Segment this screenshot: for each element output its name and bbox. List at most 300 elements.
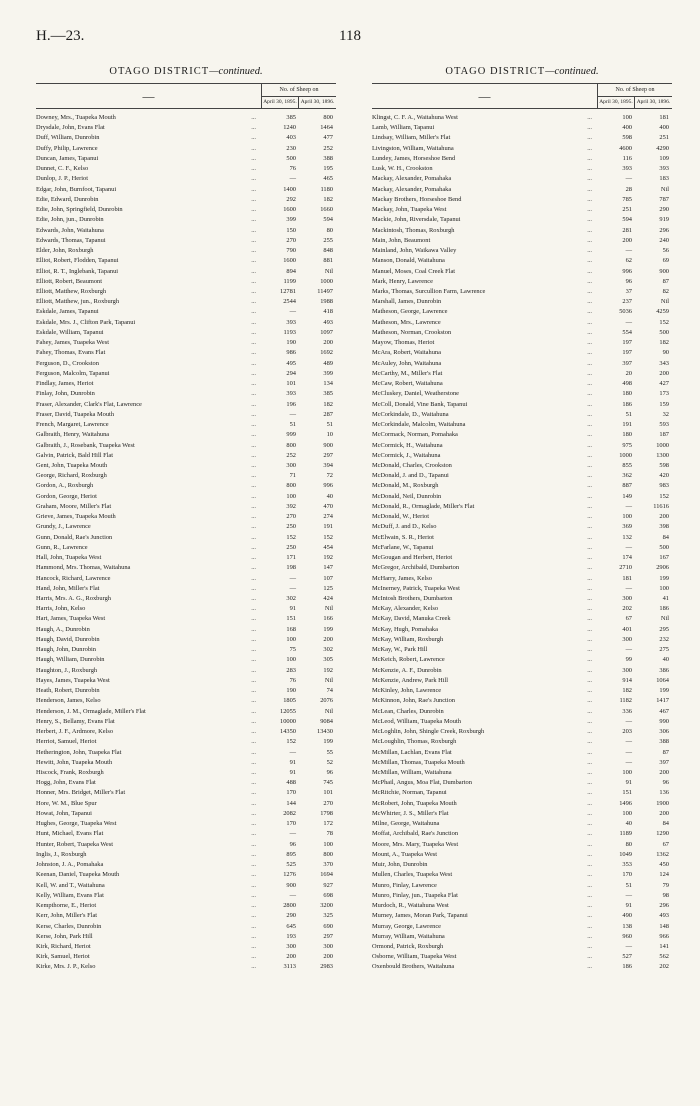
- table-row: [36, 174, 336, 184]
- table-row: [372, 430, 672, 440]
- owner-name: Mackintosh, Thomas, Roxburgh ...: [372, 226, 598, 236]
- table-row: [372, 338, 672, 348]
- owner-name: Duncan, James, Tapanui ...: [36, 154, 262, 164]
- table-row: [372, 246, 672, 256]
- owner-name: McKay, William, Roxburgh ...: [372, 635, 598, 645]
- owner-name: McCorkindale, D., Waitahuna ...: [372, 410, 598, 420]
- table-row: [372, 481, 672, 491]
- sheep-1896: 594: [323, 216, 333, 224]
- table-row: [372, 932, 672, 942]
- sheep-1895: 800: [286, 482, 296, 490]
- table-row: [36, 338, 336, 348]
- sheep-1895: 100: [286, 492, 296, 500]
- sheep-1895: 300: [286, 461, 296, 469]
- owner-name: Hughes, George, Tuapeka West ...: [36, 819, 262, 829]
- table-row: [372, 400, 672, 410]
- sheep-1895: 67: [625, 615, 632, 623]
- sheep-1895: 149: [622, 492, 632, 500]
- table-row: [36, 666, 336, 676]
- table-row: [372, 123, 672, 133]
- sheep-1896: 232: [659, 635, 669, 643]
- owner-name: McAra, Robert, Waitahuna ...: [372, 348, 598, 358]
- table-row: [372, 441, 672, 451]
- sheep-1896: 200: [323, 339, 333, 347]
- sheep-1895: 294: [286, 369, 296, 377]
- sheep-1895: 62: [625, 257, 632, 265]
- sheep-1895: 392: [286, 502, 296, 510]
- sheep-1896: 202: [659, 963, 669, 971]
- sheep-1896: 467: [659, 707, 669, 715]
- sheep-1895: 80: [625, 840, 632, 848]
- sheep-1895: —: [289, 830, 296, 838]
- right-district-name: OTAGO DISTRICT: [445, 66, 546, 77]
- owner-name: McKinnon, John, Rae's Junction ...: [372, 696, 598, 706]
- sheep-1895: 960: [622, 932, 632, 940]
- sheep-1896: 87: [662, 748, 669, 756]
- owner-name: Eskdale, Mrs. J., Clifton Park, Tapanui ...: [36, 318, 262, 328]
- owner-name: Manuel, Moses, Coal Creek Flat ...: [372, 267, 598, 277]
- owner-name: Edwards, Thomas, Tapanui ...: [36, 236, 262, 246]
- sheep-1895: 28: [625, 185, 632, 193]
- table-row: [36, 277, 336, 287]
- sheep-1895: 168: [286, 625, 296, 633]
- sheep-1895: 790: [286, 247, 296, 255]
- table-row: [372, 707, 672, 717]
- sheep-1895: 144: [286, 799, 296, 807]
- table-row: [36, 932, 336, 942]
- sheep-1896: 2076: [320, 697, 333, 705]
- sheep-1896: 698: [323, 891, 333, 899]
- owner-name: Murray, George, Lawrence ...: [372, 922, 598, 932]
- sheep-1895: 230: [286, 144, 296, 152]
- owner-name: McMillan, William, Waitahuna ...: [372, 768, 598, 778]
- sheep-1896: 78: [326, 830, 333, 838]
- sheep-1895: 999: [286, 431, 296, 439]
- sheep-1895: 353: [622, 861, 632, 869]
- sheep-1895: 894: [286, 267, 296, 275]
- sheep-1896: 4290: [656, 144, 669, 152]
- sheep-1896: 200: [659, 369, 669, 377]
- table-row: [372, 277, 672, 287]
- owner-name: Mainland, John, Waikawa Valley ...: [372, 246, 598, 256]
- sheep-1895: 190: [286, 687, 296, 695]
- sheep-1896: 74: [326, 687, 333, 695]
- sheep-1895: —: [289, 891, 296, 899]
- owner-name: Duffy, Philip, Lawrence ...: [36, 144, 262, 154]
- table-row: [36, 922, 336, 932]
- owner-name: Harris, Mrs. A. G., Roxburgh ...: [36, 594, 262, 604]
- table-row: [372, 287, 672, 297]
- table-row: [36, 676, 336, 686]
- sheep-1895: 914: [622, 676, 632, 684]
- table-row: [372, 635, 672, 645]
- table-row: [36, 911, 336, 921]
- owner-name: Henderson, J. M., Ormaglade, Miller's Flat ...: [36, 707, 262, 717]
- sheep-1896: 148: [659, 922, 669, 930]
- table-row: [36, 215, 336, 225]
- table-row: [372, 962, 672, 972]
- owner-name: McDonald, J. and D., Tapanui ...: [372, 471, 598, 481]
- table-row: [372, 195, 672, 205]
- table-row: [36, 584, 336, 594]
- sheep-1895: 3113: [283, 963, 296, 971]
- sheep-1896: 927: [323, 881, 333, 889]
- right-year2-header: April 30, 1896.: [636, 99, 671, 105]
- sheep-1895: 91: [289, 758, 296, 766]
- owner-name: Muir, John, Dunrobin ...: [372, 860, 598, 870]
- sheep-1896: 134: [323, 380, 333, 388]
- owner-name: McCaw, Robert, Waitahuna ...: [372, 379, 598, 389]
- sheep-1896: 388: [659, 738, 669, 746]
- owner-name: Mackie, John, Riversdale, Tapanui ...: [372, 215, 598, 225]
- table-row: [372, 768, 672, 778]
- owner-name: Elder, John, Roxburgh ...: [36, 246, 262, 256]
- owner-name: McCarthy, M., Miller's Flat ...: [372, 369, 598, 379]
- sheep-1895: 1189: [619, 830, 632, 838]
- table-row: [372, 778, 672, 788]
- sheep-1896: 200: [323, 635, 333, 643]
- sheep-1896: 2906: [656, 564, 669, 572]
- sheep-1895: 200: [286, 953, 296, 961]
- sheep-1895: 190: [286, 339, 296, 347]
- owner-name: McDonald, M., Roxburgh ...: [372, 481, 598, 491]
- sheep-1896: 101: [323, 789, 333, 797]
- sheep-1896: 1362: [656, 850, 669, 858]
- owner-name: McDonald, R., Ormaglade, Miller's Flat ...: [372, 502, 598, 512]
- owner-name: Hiscock, Frank, Roxburgh ...: [36, 768, 262, 778]
- owner-name: Matheson, Norman, Crookston ...: [372, 328, 598, 338]
- owner-name: McInerney, Patrick, Tuapeka West ...: [372, 584, 598, 594]
- owner-name: McKay, David, Manuka Creek ...: [372, 614, 598, 624]
- table-row: [36, 164, 336, 174]
- sheep-1896: 418: [323, 308, 333, 316]
- sheep-1896: 966: [659, 932, 669, 940]
- table-row: [36, 891, 336, 901]
- owner-name: Kirk, Samuel, Heriot ...: [36, 952, 262, 962]
- sheep-1896: 167: [659, 554, 669, 562]
- owner-name: Murney, James, Moran Park, Tapanui ...: [372, 911, 598, 921]
- sheep-1896: Nil: [324, 676, 333, 684]
- sheep-1896: 252: [323, 144, 333, 152]
- sheep-1895: 400: [622, 124, 632, 132]
- sheep-1895: 645: [286, 922, 296, 930]
- owner-name: Murdoch, R., Waitahuna West ...: [372, 901, 598, 911]
- sheep-1895: 385: [286, 114, 296, 121]
- sheep-1895: 1240: [283, 124, 296, 132]
- table-row: [36, 635, 336, 645]
- owner-name: McLean, Charles, Dunrobin ...: [372, 707, 598, 717]
- sheep-1895: 495: [286, 359, 296, 367]
- sheep-1895: —: [625, 584, 632, 592]
- sheep-1896: 493: [659, 912, 669, 920]
- owner-name: Hart, James, Tuapeka West ...: [36, 614, 262, 624]
- sheep-1895: 200: [622, 236, 632, 244]
- owner-name: Mark, Henry, Lawrence ...: [372, 277, 598, 287]
- table-row: [36, 420, 336, 430]
- table-row: [36, 461, 336, 471]
- owner-name: Mullen, Charles, Tuapeka West ...: [372, 870, 598, 880]
- table-row: [372, 942, 672, 952]
- owner-name: Hore, W. M., Blue Spur ...: [36, 799, 262, 809]
- sheep-1896: 125: [323, 584, 333, 592]
- left-year1-header: April 30, 1895.: [262, 97, 299, 108]
- sheep-1896: 1300: [656, 451, 669, 459]
- right-table-header: [372, 83, 672, 109]
- sheep-1895: 37: [625, 287, 632, 295]
- sheep-1895: 250: [286, 543, 296, 551]
- owner-name: Livingston, William, Waitahuna ...: [372, 144, 598, 154]
- sheep-1895: 170: [622, 871, 632, 879]
- table-row: [372, 952, 672, 962]
- page-reference: H.—23.: [36, 28, 85, 44]
- left-sheep-title: No. of Sheep on: [262, 84, 336, 97]
- sheep-1896: 67: [662, 840, 669, 848]
- sheep-1896: 399: [323, 369, 333, 377]
- table-row: [372, 144, 672, 154]
- sheep-1895: 5036: [619, 308, 632, 316]
- owner-name: Kirke, Mrs. J. P., Kelso ...: [36, 962, 262, 972]
- table-row: [36, 799, 336, 809]
- sheep-1895: —: [625, 758, 632, 766]
- table-row: [372, 420, 672, 430]
- sheep-1896: 100: [659, 584, 669, 592]
- sheep-1896: 493: [323, 318, 333, 326]
- sheep-1895: 96: [289, 840, 296, 848]
- table-row: [36, 850, 336, 860]
- owner-name: McCormick, H., Waitahuna ...: [372, 441, 598, 451]
- table-row: [372, 860, 672, 870]
- table-row: [372, 911, 672, 921]
- sheep-1895: 174: [622, 554, 632, 562]
- sheep-1896: 199: [659, 687, 669, 695]
- sheep-1895: 855: [622, 461, 632, 469]
- owner-name: McDonald, Neil, Dunrobin ...: [372, 492, 598, 502]
- owner-name: McWhirter, J. S., Miller's Flat ...: [372, 809, 598, 819]
- sheep-1896: 393: [659, 165, 669, 173]
- owner-name: Edgar, John, Burnfoot, Tapanui ...: [36, 185, 262, 195]
- sheep-1896: 199: [323, 738, 333, 746]
- owner-name: McDonald, W., Heriot ...: [372, 512, 598, 522]
- sheep-1895: 975: [622, 441, 632, 449]
- sheep-1896: 147: [323, 564, 333, 572]
- sheep-1895: —: [625, 646, 632, 654]
- owner-name: Elliott, Matthew, Roxburgh ...: [36, 287, 262, 297]
- owner-name: McMillan, Lachlan, Evans Flat ...: [372, 748, 598, 758]
- table-row: [372, 215, 672, 225]
- table-row: [372, 584, 672, 594]
- sheep-1895: 2082: [283, 809, 296, 817]
- sheep-1895: 397: [622, 359, 632, 367]
- sheep-1896: 990: [659, 717, 669, 725]
- sheep-1896: 173: [659, 390, 669, 398]
- sheep-1896: 1694: [320, 871, 333, 879]
- sheep-1896: 593: [659, 421, 669, 429]
- owner-name: McKay, Alexander, Kelso ...: [372, 604, 598, 614]
- sheep-1895: 198: [286, 564, 296, 572]
- sheep-1896: 192: [323, 554, 333, 562]
- sheep-1895: 900: [286, 881, 296, 889]
- sheep-1896: 192: [323, 666, 333, 674]
- table-row: [372, 625, 672, 635]
- sheep-1896: 287: [323, 410, 333, 418]
- sheep-1896: 275: [659, 646, 669, 654]
- sheep-1896: 477: [323, 134, 333, 142]
- sheep-1895: 488: [286, 779, 296, 787]
- sheep-1896: 98: [662, 891, 669, 899]
- sheep-1896: 199: [323, 625, 333, 633]
- sheep-1896: 200: [659, 769, 669, 776]
- table-row: [36, 696, 336, 706]
- owner-name: Gordon, George, Heriot ...: [36, 492, 262, 502]
- sheep-1896: 182: [659, 339, 669, 347]
- sheep-1895: 300: [286, 942, 296, 950]
- owner-name: Drysdale, John, Evans Flat ...: [36, 123, 262, 133]
- owner-name: Finlay, John, Dunrobin ...: [36, 389, 262, 399]
- table-row: [372, 267, 672, 277]
- owner-name: Murray, William, Waitahuna ...: [372, 932, 598, 942]
- owner-name: Hancock, Richard, Lawrence ...: [36, 574, 262, 584]
- sheep-1896: 4259: [656, 308, 669, 316]
- table-row: [372, 696, 672, 706]
- owner-name: Fahey, Thomas, Evans Flat ...: [36, 348, 262, 358]
- owner-name: Johnston, J. A., Pomahaka ...: [36, 860, 262, 870]
- sheep-1895: 1600: [283, 206, 296, 214]
- sheep-1895: 2710: [619, 564, 632, 572]
- owner-name: Honner, Mrs. Bridget, Miller's Flat ...: [36, 788, 262, 798]
- sheep-1895: 362: [622, 472, 632, 480]
- sheep-1895: 152: [286, 738, 296, 746]
- owner-name: McKay, W., Park Hill ...: [372, 645, 598, 655]
- table-row: [372, 512, 672, 522]
- table-row: [36, 492, 336, 502]
- sheep-1895: 300: [622, 635, 632, 643]
- owner-name: McPhail, Angus, Moa Flat, Dumbarton ...: [372, 778, 598, 788]
- sheep-1896: 152: [659, 492, 669, 500]
- sheep-1896: 848: [323, 247, 333, 255]
- owner-name: McKenzie, A. F., Dunrobin ...: [372, 666, 598, 676]
- sheep-1895: 76: [289, 676, 296, 684]
- owner-name: Mount, A., Tuapeka West ...: [372, 850, 598, 860]
- sheep-1895: 91: [625, 779, 632, 787]
- sheep-1896: 1064: [656, 676, 669, 684]
- table-row: [36, 144, 336, 154]
- table-row: [36, 451, 336, 461]
- sheep-1895: —: [289, 574, 296, 582]
- table-row: [36, 809, 336, 819]
- table-row: [372, 410, 672, 420]
- table-row: [36, 348, 336, 358]
- sheep-1896: 787: [659, 195, 669, 203]
- table-row: [36, 952, 336, 962]
- table-row: [36, 942, 336, 952]
- owner-name: French, Margaret, Lawrence ...: [36, 420, 262, 430]
- owner-name: Edie, John, Springfield, Dunrobin ...: [36, 205, 262, 215]
- sheep-1895: 132: [622, 533, 632, 541]
- owner-name: Moore, Mrs. Mary, Tuapeka West ...: [372, 840, 598, 850]
- sheep-1895: —: [625, 942, 632, 950]
- table-row: [36, 758, 336, 768]
- sheep-1896: 51: [326, 421, 333, 429]
- sheep-1896: 500: [659, 328, 669, 336]
- sheep-1896: 388: [323, 154, 333, 162]
- table-row: [372, 676, 672, 686]
- table-row: [36, 389, 336, 399]
- sheep-1895: 270: [286, 236, 296, 244]
- sheep-1895: 369: [622, 523, 632, 531]
- table-row: [36, 502, 336, 512]
- sheep-1896: 40: [662, 656, 669, 664]
- table-row: [372, 113, 672, 123]
- sheep-1895: 290: [286, 912, 296, 920]
- table-row: [36, 655, 336, 665]
- sheep-1895: 100: [622, 114, 632, 121]
- table-row: [372, 748, 672, 758]
- owner-name: George, Richard, Roxburgh ...: [36, 471, 262, 481]
- sheep-1896: 598: [659, 461, 669, 469]
- sheep-1895: 2800: [283, 902, 296, 910]
- table-row: [36, 594, 336, 604]
- sheep-1896: 305: [323, 656, 333, 664]
- sheep-1895: 14350: [280, 728, 296, 736]
- sheep-1895: 895: [286, 850, 296, 858]
- table-row: [372, 226, 672, 236]
- sheep-1896: 1464: [320, 124, 333, 132]
- owner-name: Lindsay, William, Miller's Flat ...: [372, 133, 598, 143]
- sheep-1896: 296: [659, 226, 669, 234]
- sheep-1895: 1400: [283, 185, 296, 193]
- owner-name: Kerse, Charles, Dunrobin ...: [36, 922, 262, 932]
- sheep-1896: 90: [662, 349, 669, 357]
- sheep-1895: 51: [289, 421, 296, 429]
- sheep-1895: 251: [622, 206, 632, 214]
- table-row: [372, 850, 672, 860]
- sheep-1895: 75: [289, 646, 296, 654]
- sheep-1895: 152: [286, 533, 296, 541]
- table-row: [36, 287, 336, 297]
- owner-name: Mackay, Alexander, Pomahaka ...: [372, 174, 598, 184]
- sheep-1896: 302: [323, 646, 333, 654]
- sheep-1895: 785: [622, 195, 632, 203]
- sheep-1896: 80: [326, 226, 333, 234]
- sheep-1896: 200: [659, 513, 669, 521]
- sheep-1895: 180: [622, 390, 632, 398]
- left-table-body: [36, 109, 336, 973]
- table-row: [36, 645, 336, 655]
- sheep-1895: 252: [286, 451, 296, 459]
- sheep-1895: 2544: [283, 298, 296, 306]
- sheep-1895: —: [625, 738, 632, 746]
- table-row: [372, 737, 672, 747]
- table-row: [36, 267, 336, 277]
- sheep-1896: 200: [659, 809, 669, 817]
- left-district-suffix: —continued.: [209, 66, 263, 77]
- owner-name: McElwain, S. R., Heriot ...: [372, 533, 598, 543]
- table-row: [36, 441, 336, 451]
- right-year1-header: April 30, 1895.: [598, 97, 635, 108]
- table-row: [36, 614, 336, 624]
- sheep-1896: 900: [323, 441, 333, 449]
- left-table-header: [36, 83, 336, 109]
- owner-name: McDonald, Charles, Crookston ...: [372, 461, 598, 471]
- sheep-1896: 397: [659, 758, 669, 766]
- sheep-1896: 55: [326, 748, 333, 756]
- sheep-1896: 881: [323, 257, 333, 265]
- sheep-1895: 170: [286, 820, 296, 828]
- sheep-1895: 182: [622, 687, 632, 695]
- table-row: [372, 185, 672, 195]
- table-row: [372, 328, 672, 338]
- sheep-1895: 1193: [283, 328, 296, 336]
